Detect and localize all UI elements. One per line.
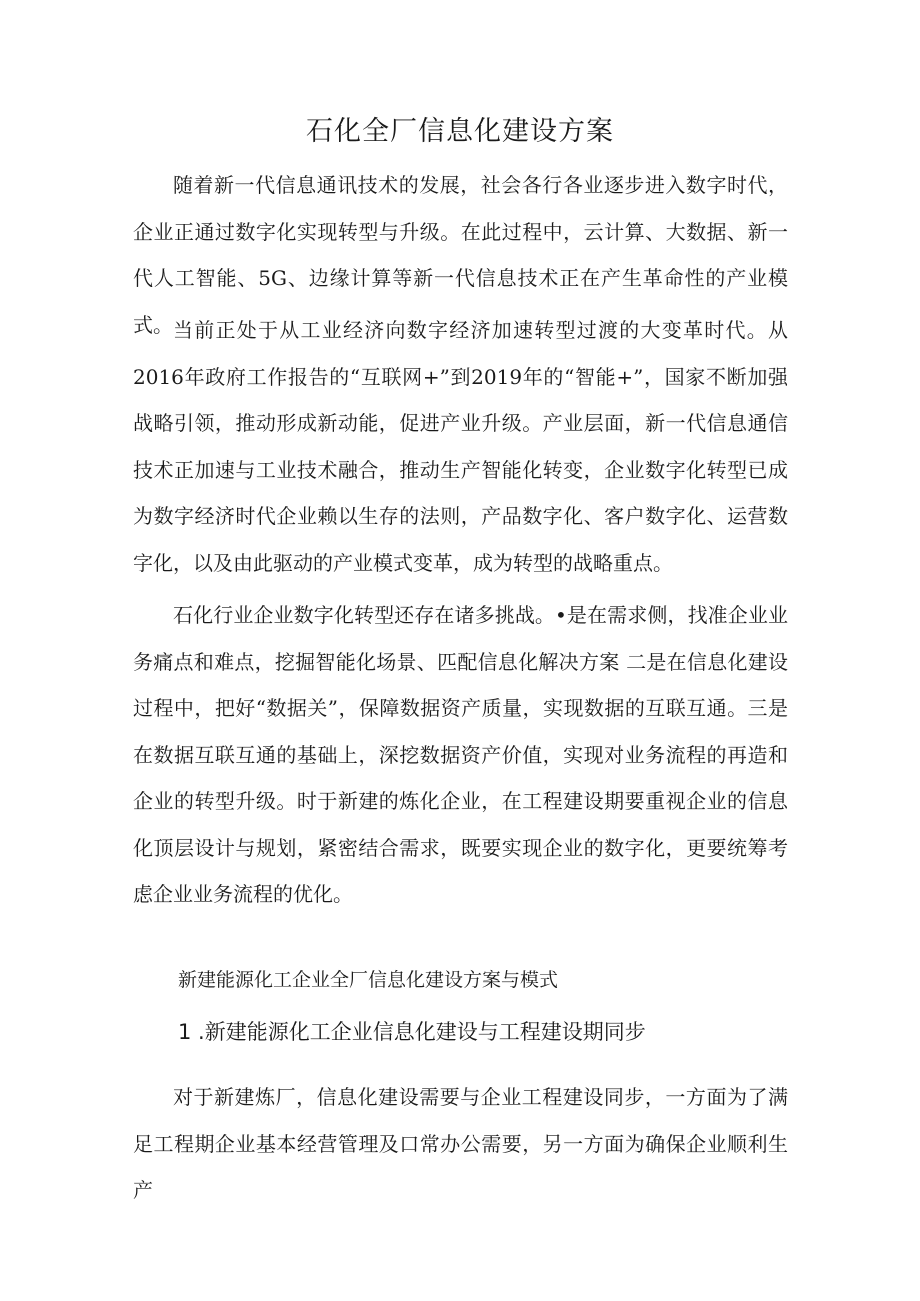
document-title: 石化全厂信息化建设方案: [306, 116, 614, 147]
paragraph-industry-challenges: 石化行业企业数字化转型还存在诸多挑战。•是在需求侧，找准企业业务痛点和难点，挖掘智能化场景、匹配信息化解决方案 二是在信息化建设过程中，把好“数据关”，保障数据资产质量，实现数据的互联互通。三是在数据互联互通的基础上，深挖数据资产价值，实现对业务流程的再造和企业的转型升级。时于新建的炼化企业，在工程建设期要重视企业的信息化顶层设计与规划，紧密结合需求，既要实现企业的数字化，更要统筹考虑企业业务流程的优化。: [133, 603, 788, 906]
section-heading: 1 .新建能源化工企业信息化建设与工程建设期同步: [178, 1020, 646, 1044]
paragraph-transformation-era: 当前正处于从工业经济向数字经济加速转型过渡的大变革时代。从2016年政府工作报告的“互联网+”到2019年的“智能+”，国家不断加强战略引领，推动形成新动能，促进产业升级。产业层面，新一代信息通信技术正加速与工业技术融合，推动生产智能化转变，企业数字化转型已成为数字经济时代企业赖以生存的法则，产品数字化、客户数字化、运营数字化，以及由此驱动的产业模式变革，成为转型的战略重点。: [133, 318, 788, 575]
paragraph-new-refinery: 对于新建炼厂，信息化建设需要与企业工程建设同步，一方面为了满足工程期企业基本经营管理及口常办公需要，另一方面为确保企业顺利生产: [133, 1085, 788, 1202]
paragraph-digital-era: 随着新一代信息通讯技术的发展，社会各行各业逐步进入数字时代，企业正通过数字化实现转型与升级。在此过程中，云计算、大数据、新一代人工智能、5G、边缘计算等新一代信息技术正在产生革命性的产业模式。: [133, 173, 788, 337]
subheading: 新建能源化工企业全厂信息化建设方案与模式: [178, 969, 559, 991]
